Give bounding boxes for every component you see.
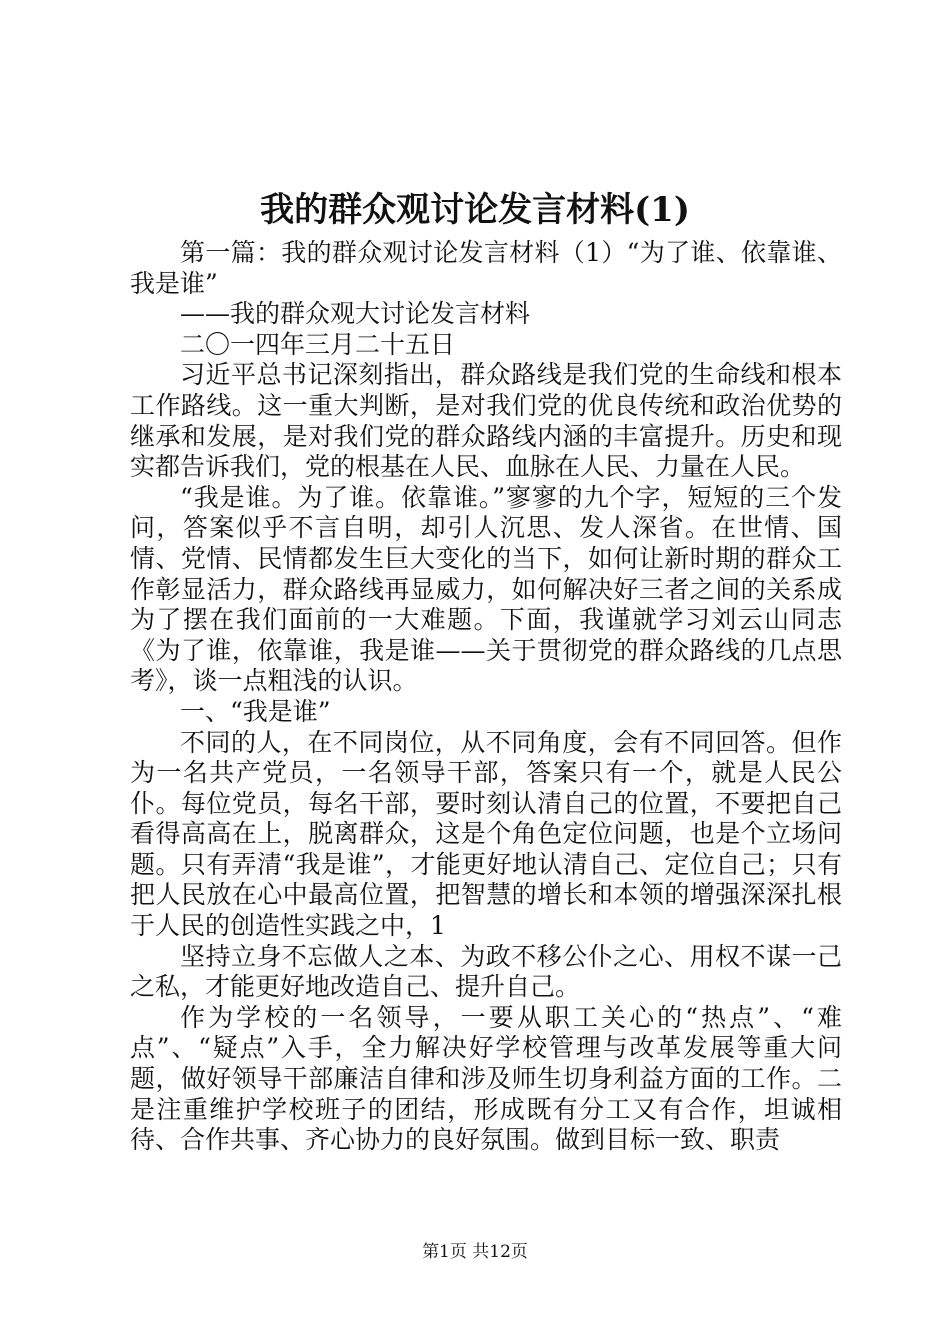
section-heading: 一、“我是谁” xyxy=(180,696,331,726)
paragraph-heading-line: 第一篇：我的群众观讨论发言材料（1）“为了谁、依靠谁、我是谁” xyxy=(130,238,842,298)
paragraph-text: 作为学校的一名领导，一要从职工关心的“热点”、“难点”、“疑点”入手，全力解决好学校管理与改革发展等重大问题，做好领导干部廉洁自律和涉及师生切身利益方面的工作。二是注重维护学校班子的团结，形成既有分工又有合作，坦诚相待、合作共事、齐心协力的良好氛围。做到目标一致、职责 xyxy=(130,1002,842,1155)
paragraph-text: “我是谁。为了谁。依靠谁。”寥寥的九个字，短短的三个发问，答案似乎不言自明，却引人沉思、发人深省。在世情、国情、党情、民情都发生巨大变化的当下，如何让新时期的群众工作彰显活力，群众路线再显威力，如何解决好三者之间的关系成为了摆在我们面前的一大难题。下面，我谨就学习刘云山同志《为了谁，依靠谁，我是谁——关于贯彻党的群众路线的几点思考》，谈一点粗浅的认识。 xyxy=(130,482,842,696)
paragraph-subtitle: ——我的群众观大讨论发言材料 xyxy=(180,299,531,329)
paragraph-date: 二〇一四年三月二十五日 xyxy=(180,329,456,359)
document-body xyxy=(130,238,842,1156)
page-indicator: 第1页 共12页 xyxy=(422,1242,528,1262)
paragraph-text: 不同的人，在不同岗位，从不同角度，会有不同回答。但作为一名共产党员，一名领导干部，答案只有一个，就是人民公仆。每位党员，每名干部，要时刻认清自己的位置，不要把自己看得高高在上，脱离群众，这是个角色定位问题，也是个立场问题。只有弄清“我是谁”，才能更好地认清自己、定位自己；只有把人民放在心中最高位置，把智慧的增长和本领的增强深深扎根于人民的创造性实践之中，1 xyxy=(130,727,842,941)
paragraph-text: 习近平总书记深刻指出，群众路线是我们党的生命线和根本工作路线。这一重大判断，是对我们党的优良传统和政治优势的继承和发展，是对我们党的群众路线内涵的丰富提升。历史和现实都告诉我们，党的根基在人民、血脉在人民、力量在人民。 xyxy=(130,360,842,482)
paragraph-text: 坚持立身不忘做人之本、为政不移公仆之心、用权不谋一己之私，才能更好地改造自己、提升自己。 xyxy=(130,941,842,1002)
document-title: 我的群众观讨论发言材料(1) xyxy=(260,190,690,230)
